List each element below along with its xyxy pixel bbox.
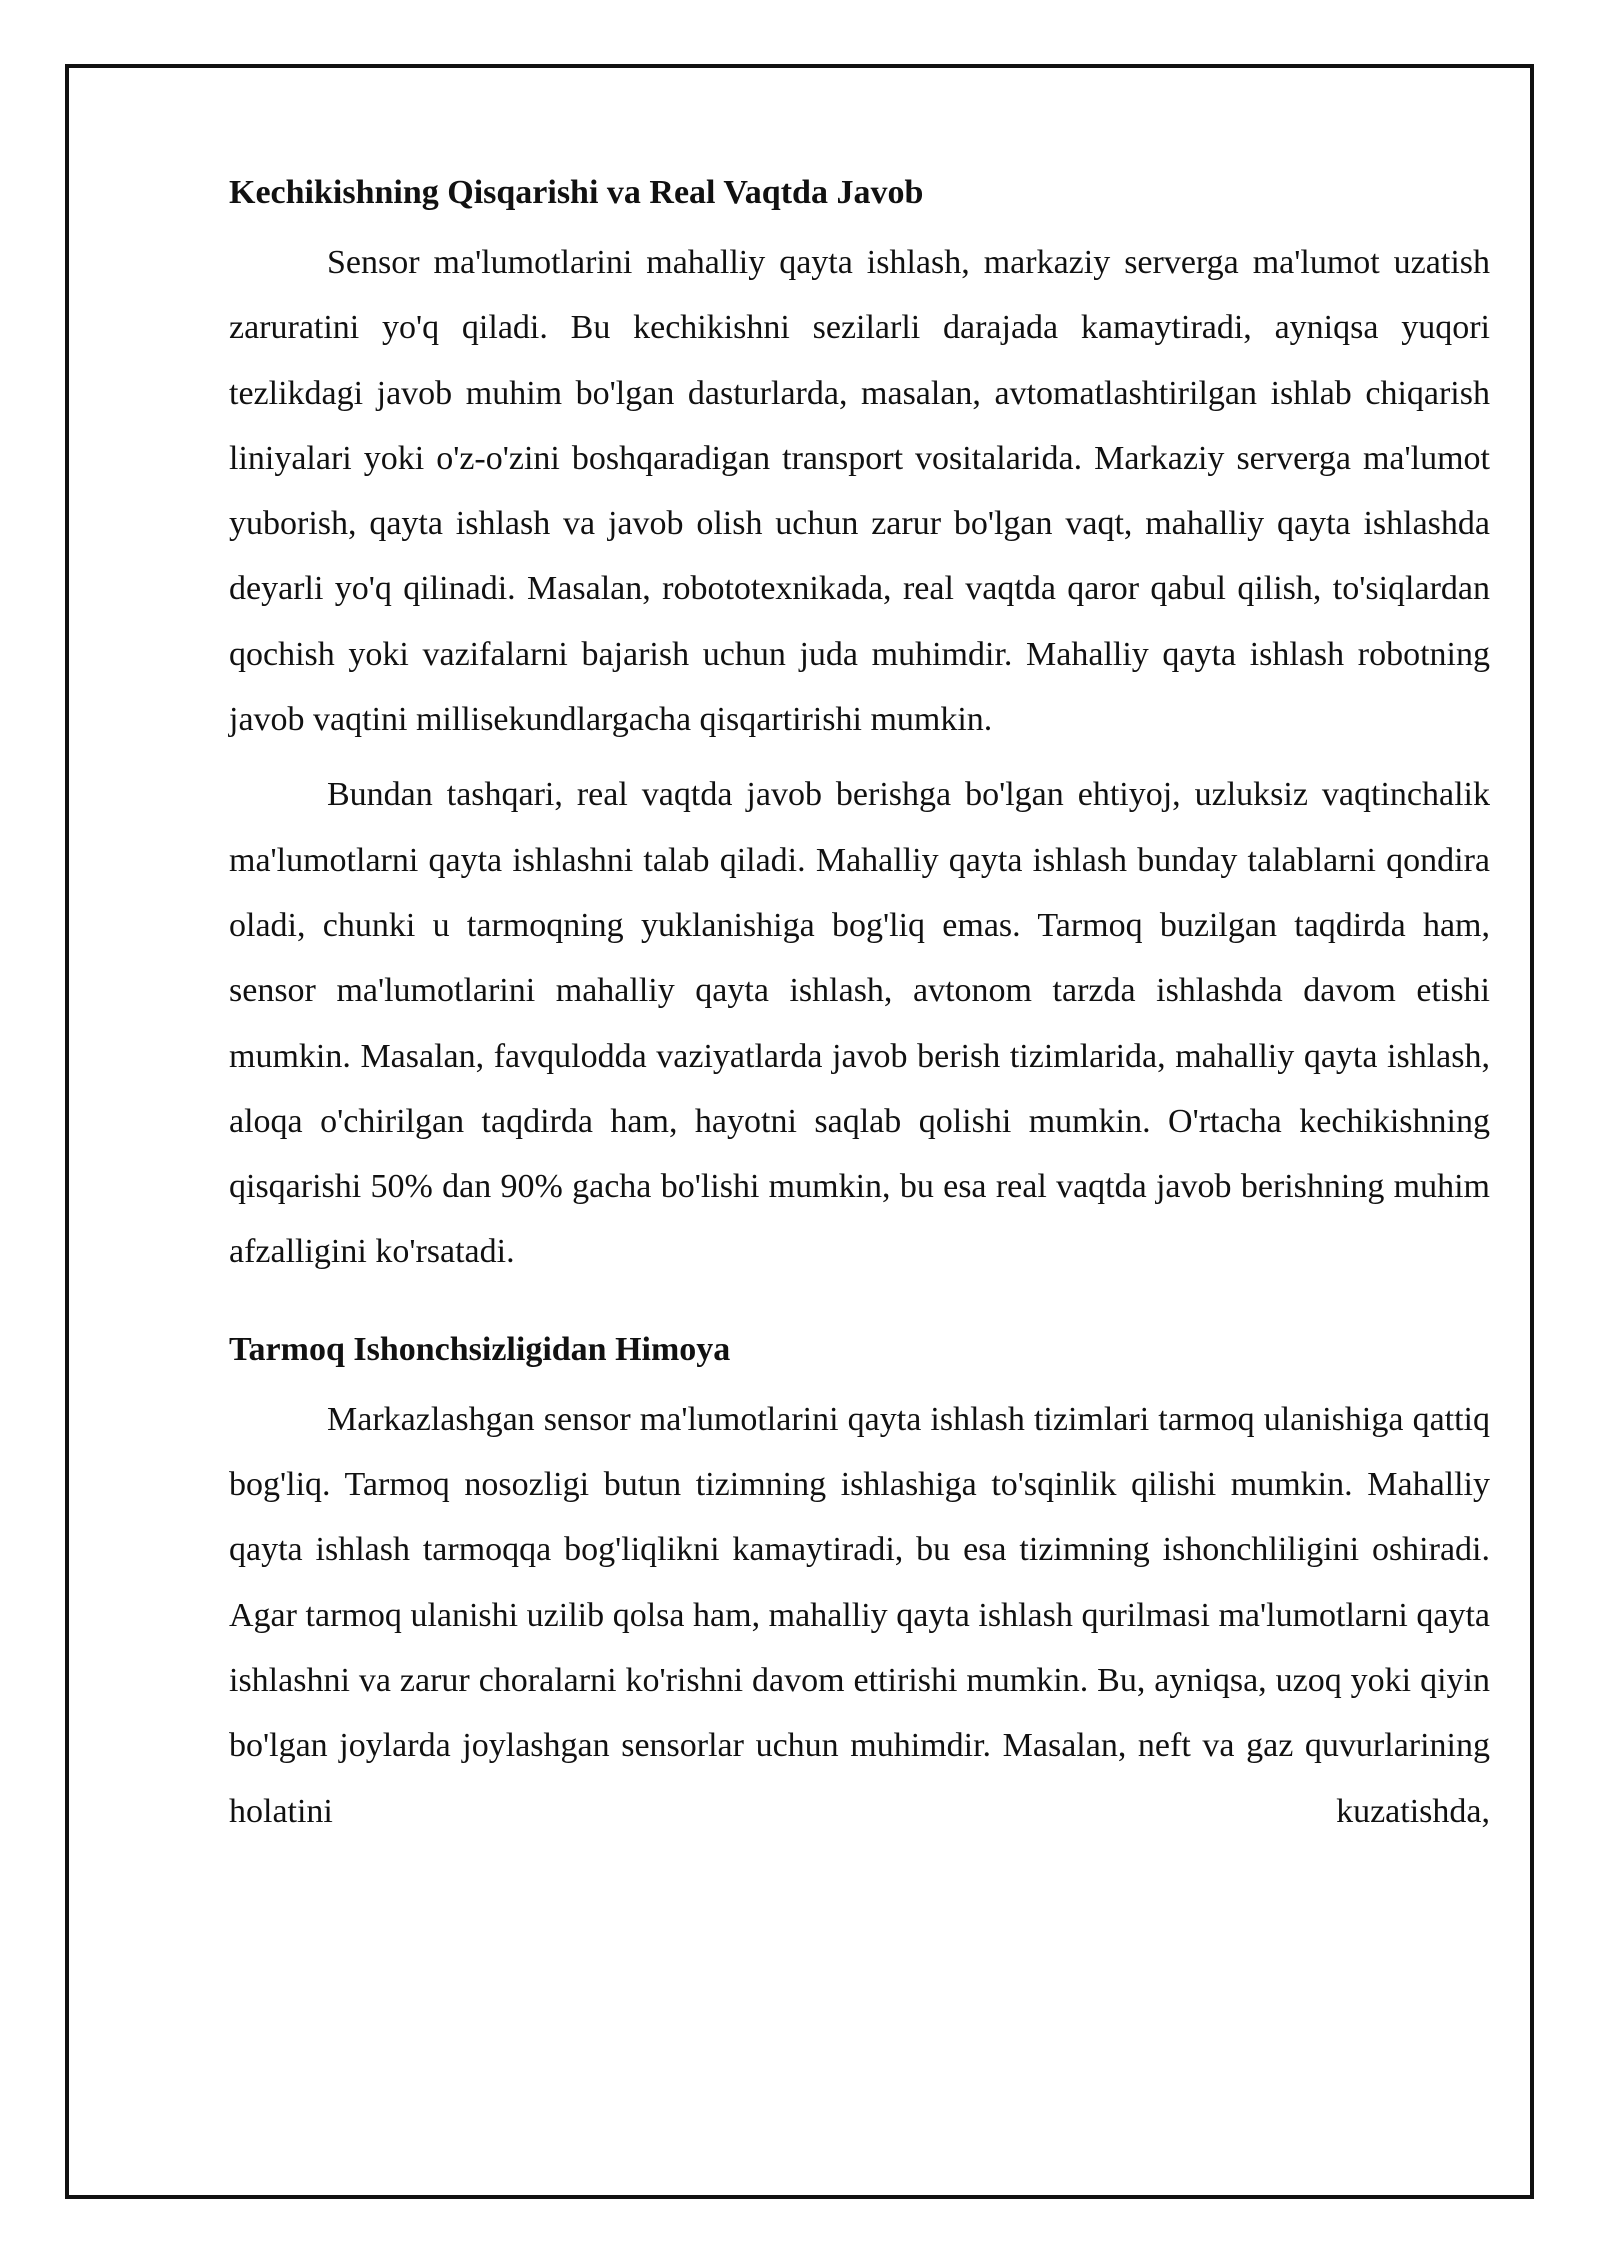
- section-heading-latency: Kechikishning Qisqarishi va Real Vaqtda Javob: [229, 174, 924, 211]
- paragraph-network-1: Markazlashgan sensor ma'lumotlarini qayta ishlash tizimlari tarmoq ulanishiga qattiq bog'liq. Tarmoq nosozligi butun tizimning ishlashiga to'sqinlik qilishi mumkin. Mahalliy qayta ishlash tarmoqqa bog'liqlikni kamaytiradi, bu esa tizimning ishonchliligini oshiradi. Agar tarmoq ulanishi uzilib qolsa ham, mahalliy qayta ishlash qurilmasi ma'lumotlarni qayta ishlashni va zarur choralarni ko'rishni davom ettirishi mumkin. Bu, ayniqsa, uzoq yoki qiyin bo'lgan joylarda joylashgan sensorlar uchun muhimdir. Masalan, neft va gaz quvurlarining holatini kuzatishda,: [229, 1400, 1490, 1830]
- section-heading-network: Tarmoq Ishonchsizligidan Himoya: [229, 1330, 731, 1368]
- paragraph-latency-1: Sensor ma'lumotlarini mahalliy qayta ishlash, markaziy serverga ma'lumot uzatish zaruratini yo'q qiladi. Bu kechikishni sezilarli darajada kamaytiradi, ayniqsa yuqori tezlikdagi javob muhim bo'lgan dasturlarda, masalan, avtomatlashtirilgan ishlab chiqarish liniyalari yoki o'z-o'zini boshqaradigan transport vositalarida. Markaziy serverga ma'lumot yuborish, qayta ishlash va javob olish uchun zarur bo'lgan vaqt, mahalliy qayta ishlashda deyarli yo'q qilinadi. Masalan, robototexnikada, real vaqtda qaror qabul qilish, to'siqlardan qochish yoki vazifalarni bajarish uchun juda muhimdir. Mahalliy qayta ishlash robotning javob vaqtini millisekundlargacha qisqartirishi mumkin.: [229, 244, 1490, 739]
- paragraph-latency-2: Bundan tashqari, real vaqtda javob berishga bo'lgan ehtiyoj, uzluksiz vaqtinchalik ma'lumotlarni qayta ishlashni talab qiladi. Mahalliy qayta ishlash bunday talablarni qondira oladi, chunki u tarmoqning yuklanishiga bog'liq emas. Tarmoq buzilgan taqdirda ham, sensor ma'lumotlarini mahalliy qayta ishlash, avtonom tarzda ishlashda davom etishi mumkin. Masalan, favqulodda vaziyatlarda javob berish tizimlarida, mahalliy qayta ishlash, aloqa o'chirilgan taqdirda ham, hayotni saqlab qolishi mumkin. O'rtacha kechikishning qisqarishi 50% dan 90% gacha bo'lishi mumkin, bu esa real vaqtda javob berishning muhim afzalligini ko'rsatadi.: [229, 776, 1490, 1271]
- document-body: [229, 170, 1490, 1854]
